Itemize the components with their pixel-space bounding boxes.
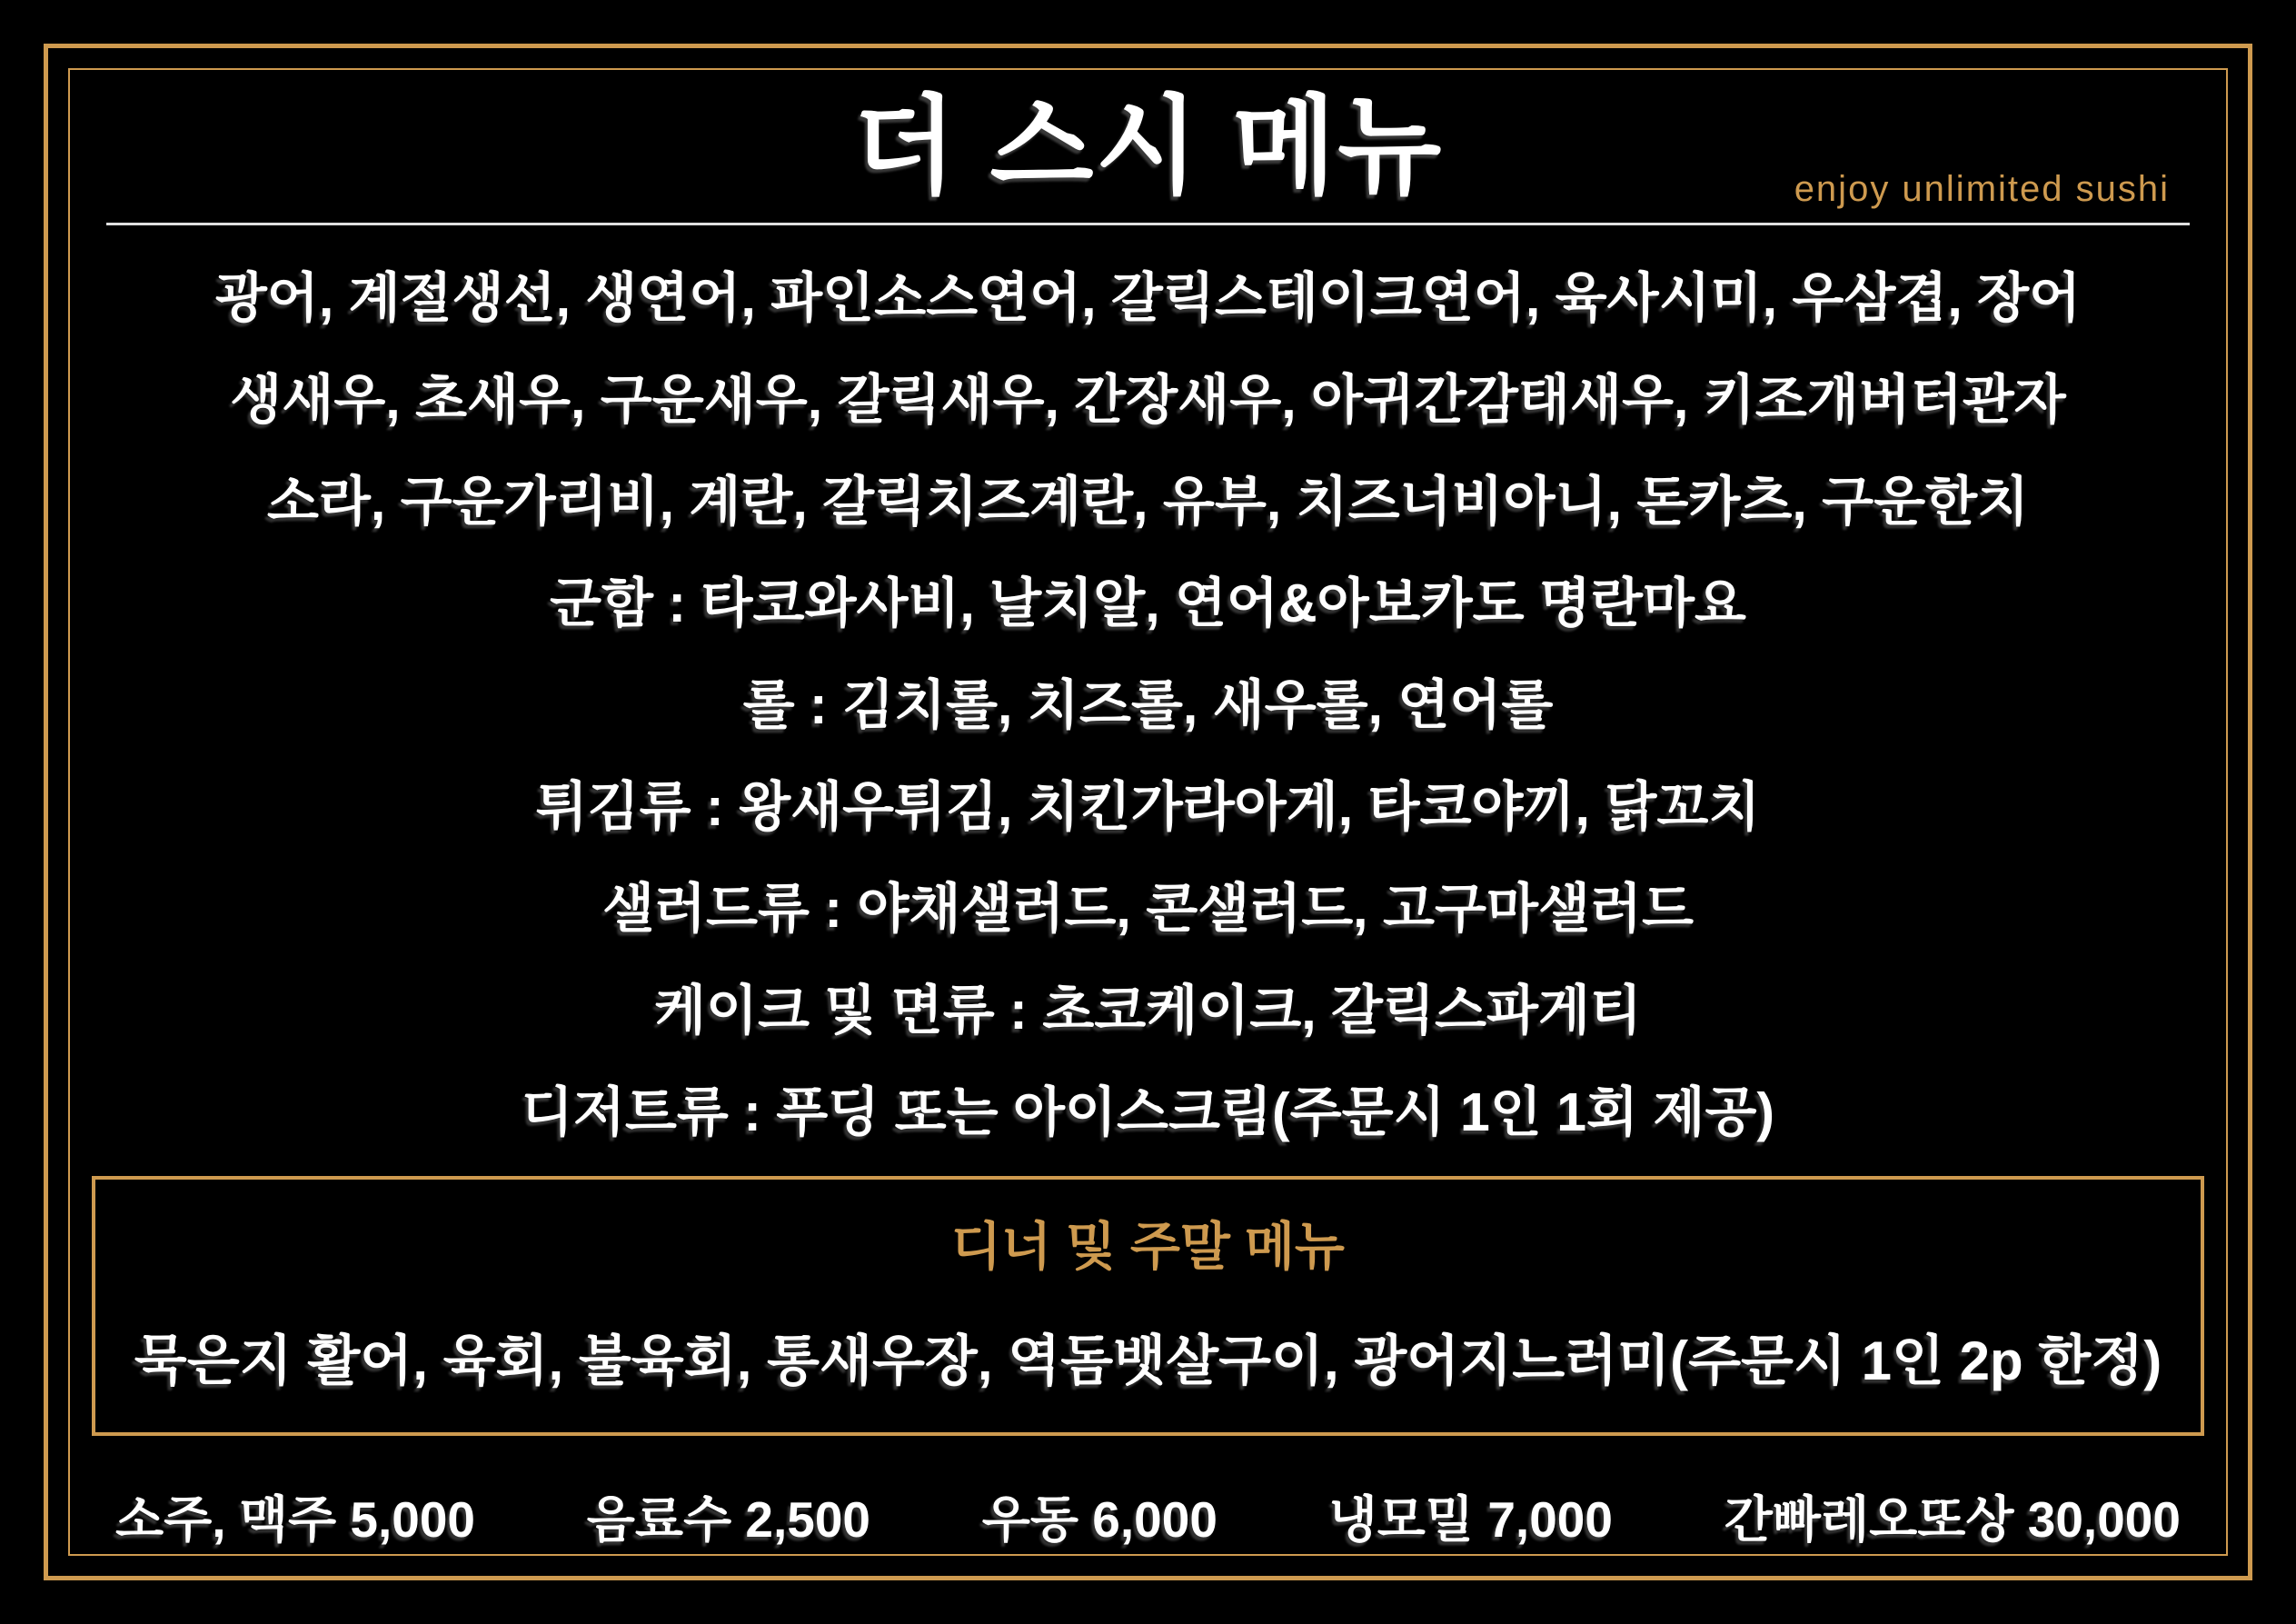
drink-price: 간빠레오또상 30,000 bbox=[1724, 1491, 2181, 1548]
header bbox=[70, 79, 2226, 215]
drink-price: 냉모밀 7,000 bbox=[1328, 1491, 1613, 1548]
drinks-price-row bbox=[115, 1480, 2181, 1551]
menu-line: 디저트류 : 푸딩 또는 아이스크림(주문시 1인 1회 제공) bbox=[521, 1082, 1775, 1142]
dinner-box-items: 묵은지 활어, 육회, 불육회, 통새우장, 역돔뱃살구이, 광어지느러미(주문시 1인 2p 한정) bbox=[134, 1330, 2162, 1391]
drink-price: 소주, 맥주 5,000 bbox=[115, 1491, 475, 1548]
menu-line: 소라, 구운가리비, 계란, 갈릭치즈계란, 유부, 치즈너비아니, 돈카츠, 구운한치 bbox=[266, 472, 2030, 532]
page-title: 더 스시 메뉴 bbox=[852, 87, 1444, 207]
tagline: enjoy unlimited sushi bbox=[1794, 169, 2170, 209]
menu-line: 케이크 및 면류 : 초코케이크, 갈릭스파게티 bbox=[654, 981, 1642, 1041]
sushi-menu-list bbox=[70, 247, 2226, 1163]
menu-line: 샐러드류 : 야채샐러드, 콘샐러드, 고구마샐러드 bbox=[602, 879, 1694, 939]
menu-line: 생새우, 초새우, 구운새우, 갈릭새우, 간장새우, 아귀간감태새우, 키조개버터관자 bbox=[230, 370, 2066, 430]
title-divider bbox=[106, 223, 2190, 225]
drink-price: 우동 6,000 bbox=[981, 1491, 1218, 1548]
menu-line: 광어, 계절생선, 생연어, 파인소스연어, 갈릭스테이크연어, 육사시미, 우삼겹, 장어 bbox=[214, 268, 2082, 328]
menu-line: 튀김류 : 왕새우튀김, 치킨가라아게, 타코야끼, 닭꼬치 bbox=[535, 777, 1761, 837]
menu-line: 롤 : 김치롤, 치즈롤, 새우롤, 연어롤 bbox=[742, 675, 1554, 735]
dinner-weekend-box bbox=[92, 1176, 2204, 1436]
dinner-box-title: 디너 및 주말 메뉴 bbox=[951, 1218, 1345, 1276]
menu-line: 군함 : 타코와사비, 날치알, 연어&아보카도 명란마요 bbox=[550, 573, 1746, 633]
drink-price: 음료수 2,500 bbox=[586, 1491, 871, 1548]
menu-content bbox=[70, 70, 2226, 1554]
